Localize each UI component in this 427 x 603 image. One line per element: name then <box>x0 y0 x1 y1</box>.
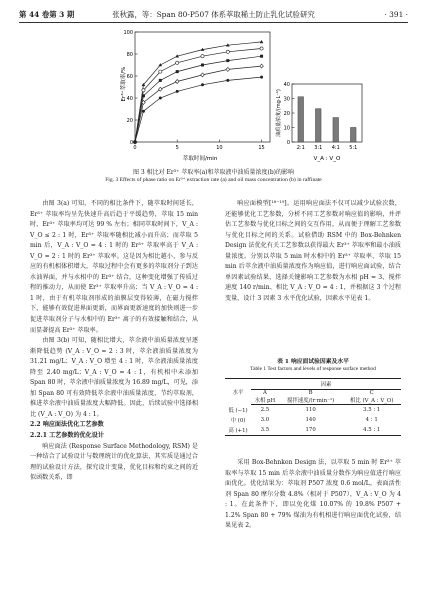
table-cell: 2.5 <box>260 407 270 413</box>
series-line <box>135 66 262 142</box>
chart-a-xlabel: 萃取时间/min <box>182 156 218 162</box>
data-point <box>175 80 179 84</box>
left-column <box>30 199 198 484</box>
right-column-lower <box>225 458 401 532</box>
bar <box>298 97 304 142</box>
paragraph: 由图 3(b) 可知，随相比增大，萃余液中油质量浓度呈逐渐降低趋势 (V_A : V_O = 2 : 3 时，萃余液油质量浓度为 31.21 mg/L；V_A : V_O 增至 4 : 1 时，萃余液油质量浓度降至 2.40 mg/L；V_A : V_O = 4 : 1，有机相中未添加 Span 80 时，萃余液中油质量浓度为 16.89 mg/L，可见，添加 Span 80 可有效降低萃余液中油质量浓度，节约萃取剂，推进萃余液中油质量浓度大幅降低。因此，后续试验中选择相比 (V_A : V_O) 为 4 : 1。 <box>30 337 198 418</box>
table-row <box>225 415 401 425</box>
paragraph: 采用 Box-Behnken Design 法，以萃取 5 min 时 Er³⁺ 萃取率与萃取 15 min 后萃余液中油质量分数作为响应值进行响应面优化。优化结果为：萃取剂 P507 浓度 0.6 mol/L，表面活性剂 Span 80 摩尔分数 4.8%（相对于 P507），V_A : V_O 为 4 : 1。在此条件下，即以免化煤 10.07% 的 19.8% P507 + 1.2% Span 80 + 79% 煤油为有机相进行响应面优化试验，结果见表 2。 <box>225 459 401 530</box>
x-tick-label: 15 <box>258 145 265 151</box>
chart-a <box>119 30 270 162</box>
y-tick-label: 30 <box>283 96 290 103</box>
x-tick-label: 4:1 <box>331 145 340 151</box>
y-tick-label: 60 <box>126 73 133 80</box>
y-tick-label: 0 <box>286 139 290 146</box>
col-header: B 搅拌速度/(r·min⁻¹) <box>279 390 343 405</box>
table-row <box>225 425 401 436</box>
table-cell: 高 (+1) <box>225 425 251 436</box>
y-tick-label: 20 <box>126 117 133 124</box>
bar <box>350 127 356 142</box>
y-tick-label: 0 <box>129 139 133 146</box>
x-tick-label: 5 <box>175 145 179 151</box>
paragraph: 由图 3(a) 可知，不同的相比条件下，随萃取时间延长，Er³⁺ 萃取率均呈先快速升高后趋于平缓趋势，萃取 15 min 时，Er³⁺ 萃取率均可达 99 % 左右；相同萃取时间下，V_A : V_O ≤ 2 : 1 时，Er³⁺ 萃取率随相比减小而升高；而萃取 5 min 后，V_A : V_O = 4 : 1 时的 Er³⁺ 萃取率高于 V_A : V_O = 2 : 1 时的 Er³⁺ 萃取率。这是因为相比越小，参与反应的有机相体积增大，萃取过程中会有更多的萃取剂分子到达水油界面，并与水相中的 Er³⁺ 结合，这种变化增强了传质过程的推动力，从而使 Er³⁺ 萃取率升高；当 V_A : V_O = 4 : 1 时，由于有机萃取剂形成的油膜层变得较薄，在磁力搅拌下，能够有效促进界面更新，而界面更新速度的加快则进一步促进萃取剂分子与水相中的 Er³⁺ 离子的有效接触和结合，从而显著提高 Er³⁺ 萃取率。 <box>30 200 198 334</box>
data-point <box>159 97 162 100</box>
data-point <box>159 79 162 82</box>
data-point <box>260 47 263 50</box>
data-point <box>134 141 137 144</box>
y-tick-label: 40 <box>283 81 290 88</box>
data-point <box>176 90 179 93</box>
data-point <box>201 55 204 58</box>
data-point <box>260 64 264 68</box>
data-point <box>260 55 263 58</box>
table-cell: 140 <box>305 417 316 423</box>
paragraph: 响应面法 (Response Surface Methodology, RSM) 是一种结合了试验设计与数理统计的优化算法，其实质是通过合理的试验设计方法，探究设计变量，优化目标和约束之间的近似函数关系，即 <box>30 442 198 482</box>
table-cell: 4.5 : 1 <box>342 425 401 436</box>
table-caption-en: Table 1 Test factors and levels of response surface method <box>250 366 376 372</box>
series-line <box>135 42 262 142</box>
y-tick-label: 40 <box>126 95 133 102</box>
bar <box>315 109 321 142</box>
paragraph: 响应面模型[¹⁸⁻¹⁹]。运用响应面法不仅可以减少试验次数，还能够优化工艺参数，分析不同工艺参数对响应值的影响，并评估工艺参数与优化目标之间的交互作用，从而便于理解工艺参数与优化目标之间的关系。试验借助 RSM 中的 Box-Behnken Design 法优化有关工艺参数以获得最大 Er³⁺ 萃取率和最小油质量浓度。分别以萃取 5 min 时水相中的 Er³⁺ 萃取率、萃取 15 min 后萃余液中油质量浓度作为响应值，进行响应面试验，结合单因素试验结果，选择关键影响工艺参数为水相 pH = 3、搅拌速度 140 r/min、相比 V_A : V_O = 4 : 1，并根据这 3 个过程变量，设计 3 因素 3 水平优化试验，因素水平见表 1。 <box>225 200 401 302</box>
data-point <box>201 73 205 77</box>
data-point <box>159 70 162 73</box>
chart-a-ylabel: Er³⁺萃取率/% <box>121 66 127 102</box>
data-point <box>201 64 204 67</box>
data-point <box>142 94 145 97</box>
col-header: A 水相 pH <box>251 390 279 405</box>
table-cell: 4 : 1 <box>365 417 378 423</box>
table-cell: 170 <box>279 425 343 436</box>
x-tick-label: 2:1 <box>296 145 305 151</box>
section-heading: 2.2 响应面法优化工艺参数 <box>30 421 104 429</box>
row-header: 水平 <box>225 379 251 405</box>
data-point <box>176 70 179 73</box>
data-point <box>226 50 229 53</box>
subsection-heading: 2.2.1 工艺参数的优化设计 <box>30 432 104 440</box>
data-point <box>260 40 264 43</box>
journal-volume: 第 44 卷第 3 期 <box>19 10 75 19</box>
y-tick-label: 80 <box>126 51 133 58</box>
header-rule <box>19 22 408 23</box>
y-tick-label: 10 <box>283 125 290 132</box>
table-cell: 3.5 <box>251 425 279 436</box>
chart-b-xlabel: V_A : V_O <box>313 156 341 162</box>
data-point <box>142 110 145 113</box>
factor-level-table <box>225 378 401 436</box>
page-number: · 391 · <box>384 10 408 19</box>
x-tick-label: 5:1 <box>349 145 358 151</box>
data-point <box>226 59 229 62</box>
table-cell: 低 (−1) <box>228 407 248 414</box>
right-column <box>225 199 401 304</box>
data-point <box>226 67 230 71</box>
series-line <box>135 77 262 142</box>
table-cell: 110 <box>305 407 316 413</box>
figure-caption-en: Fig. 3 Effects of phase ratio on Er³⁺ extraction rate (a) and oil mass concentration (b) in raffinate <box>105 177 322 183</box>
running-header <box>19 8 408 21</box>
series-line <box>135 56 262 142</box>
x-tick-label: 3:1 <box>314 145 323 151</box>
series-line <box>135 49 262 143</box>
y-tick-label: 100 <box>123 29 133 36</box>
running-title: 张秋露，等：Span 80-P507 体系萃取稀土防止乳化试验研究 <box>112 10 315 19</box>
col-header: C 相比 (V_A : V_O) <box>342 390 401 405</box>
table-caption-cn: 表 1 响应面试验因素及水平 <box>277 359 349 365</box>
figure-3 <box>0 24 427 164</box>
figure-caption-cn: 图 3 相比对 Er³⁺ 萃取率(a)和萃取液中油质量浓度(b)的影响 <box>132 169 295 176</box>
x-tick-label: 10 <box>216 145 223 151</box>
table-row <box>225 405 401 416</box>
chart-b-ylabel: 油质量浓度/(mg·L⁻¹) <box>276 89 282 137</box>
data-point <box>142 89 145 92</box>
data-point <box>226 79 229 82</box>
chart-b <box>275 82 362 162</box>
data-point <box>201 83 204 86</box>
table-cell: 3.0 <box>260 417 270 423</box>
x-tick-label: 0 <box>133 145 137 151</box>
group-header: 因素 <box>251 379 401 390</box>
table-cell: 中 (0) <box>230 418 246 424</box>
data-point <box>176 61 179 64</box>
y-tick-label: 20 <box>283 110 290 117</box>
table-cell: 3.5 : 1 <box>363 407 381 413</box>
data-point <box>260 76 263 79</box>
bar <box>333 118 339 142</box>
